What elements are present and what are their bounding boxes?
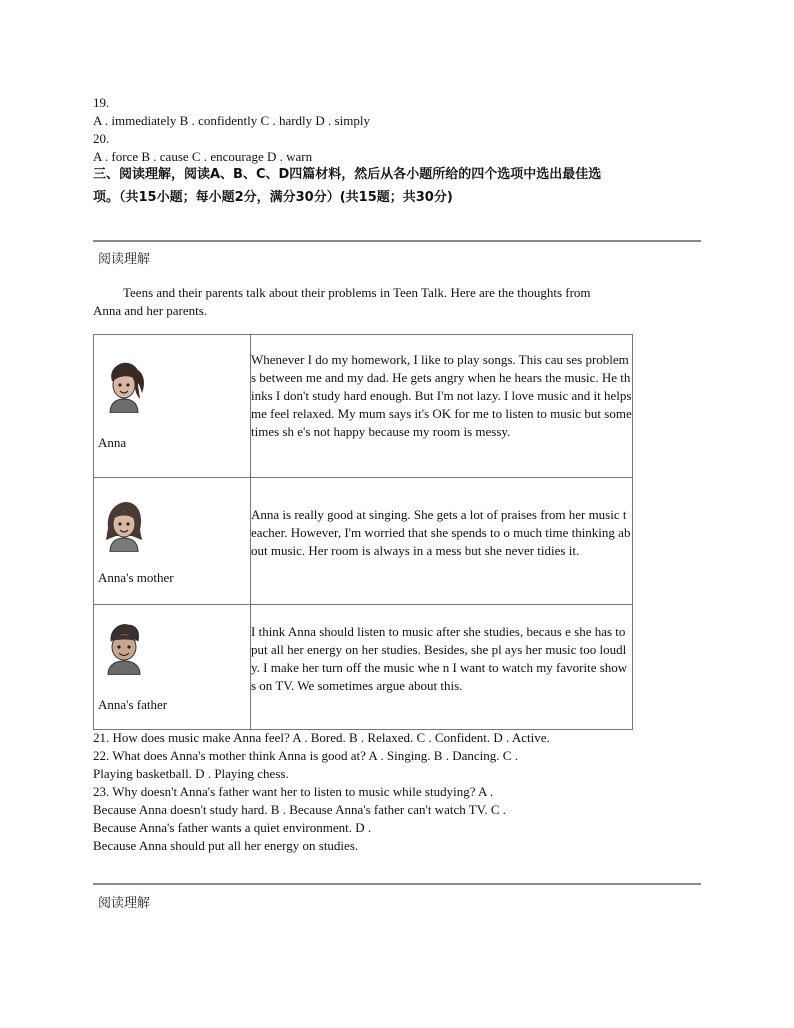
section3-heading-line2: 项。（共15小题；每小题2分，满分30分）(共15题；共30分)	[93, 190, 453, 205]
person-name: Anna	[98, 435, 127, 450]
reading-intro-line2: Anna and her parents.	[93, 303, 208, 318]
question-20-number: 20.	[93, 131, 110, 146]
woman-avatar-icon	[102, 498, 146, 552]
person-thoughts: Whenever I do my homework, I like to play songs. This cau ses problems between me and my dad. He gets angry when he hears the music. He thinks I don't study hard enough. But I'm not lazy. I love music and it helps me feel relaxed. My mum says it's OK for me to listen to music but sometimes sh e's not happy because my room is messy.	[251, 335, 633, 478]
person-name: Anna's mother	[98, 570, 174, 585]
section-divider	[93, 240, 701, 242]
question-line: Playing basketball. D . Playing chess.	[93, 766, 289, 781]
section-divider	[93, 883, 701, 885]
question-line: 23. Why doesn't Anna's father want her to listen to music while studying? A .	[93, 784, 494, 799]
question-line: 22. What does Anna's mother think Anna is good at? A . Singing. B . Dancing. C .	[93, 748, 518, 763]
person-thoughts: I think Anna should listen to music after she studies, becaus e she has to put all her energy on her studies. Besides, she pl ays her music too loudly. I make her turn off the music whe n I want to watch my favorite shows on TV. We sometimes argue about this.	[251, 605, 633, 730]
reading-label: 阅读理解	[98, 896, 151, 911]
table-row	[94, 605, 633, 730]
question-line: Because Anna's father wants a quiet environment. D .	[93, 820, 372, 835]
question-line: 21. How does music make Anna feel? A . Bored. B . Relaxed. C . Confident. D . Active.	[93, 730, 550, 745]
question-20-options: A . force B . cause C . encourage D . warn	[93, 149, 313, 164]
reading-label: 阅读理解	[98, 252, 151, 267]
teen-talk-table	[93, 334, 633, 730]
girl-ponytail-avatar-icon	[102, 359, 146, 413]
question-line: Because Anna should put all her energy on studies.	[93, 838, 359, 853]
section3-heading-line1: 三、阅读理解，阅读A、B、C、D四篇材料，然后从各小题所给的四个选项中选出最佳选	[93, 167, 602, 182]
person-cell	[94, 335, 251, 478]
reading-intro	[93, 284, 693, 320]
person-thoughts: Anna is really good at singing. She gets a lot of praises from her music teacher. However, I'm worried that she spends to o much time thinking about music. Her room is always in a mess but she never tidies it.	[251, 478, 633, 605]
question-19-number: 19.	[93, 95, 110, 110]
man-avatar-icon	[102, 621, 146, 675]
question-19-options: A . immediately B . confidently C . hardly D . simply	[93, 113, 370, 128]
person-cell	[94, 478, 251, 605]
reading-intro-line1: Teens and their parents talk about their problems in Teen Talk. Here are the thoughts from	[123, 285, 591, 300]
table-row	[94, 478, 633, 605]
question-line: Because Anna doesn't study hard. B . Because Anna's father can't watch TV. C .	[93, 802, 507, 817]
person-cell	[94, 605, 251, 730]
table-row	[94, 335, 633, 478]
person-name: Anna's father	[98, 697, 168, 712]
